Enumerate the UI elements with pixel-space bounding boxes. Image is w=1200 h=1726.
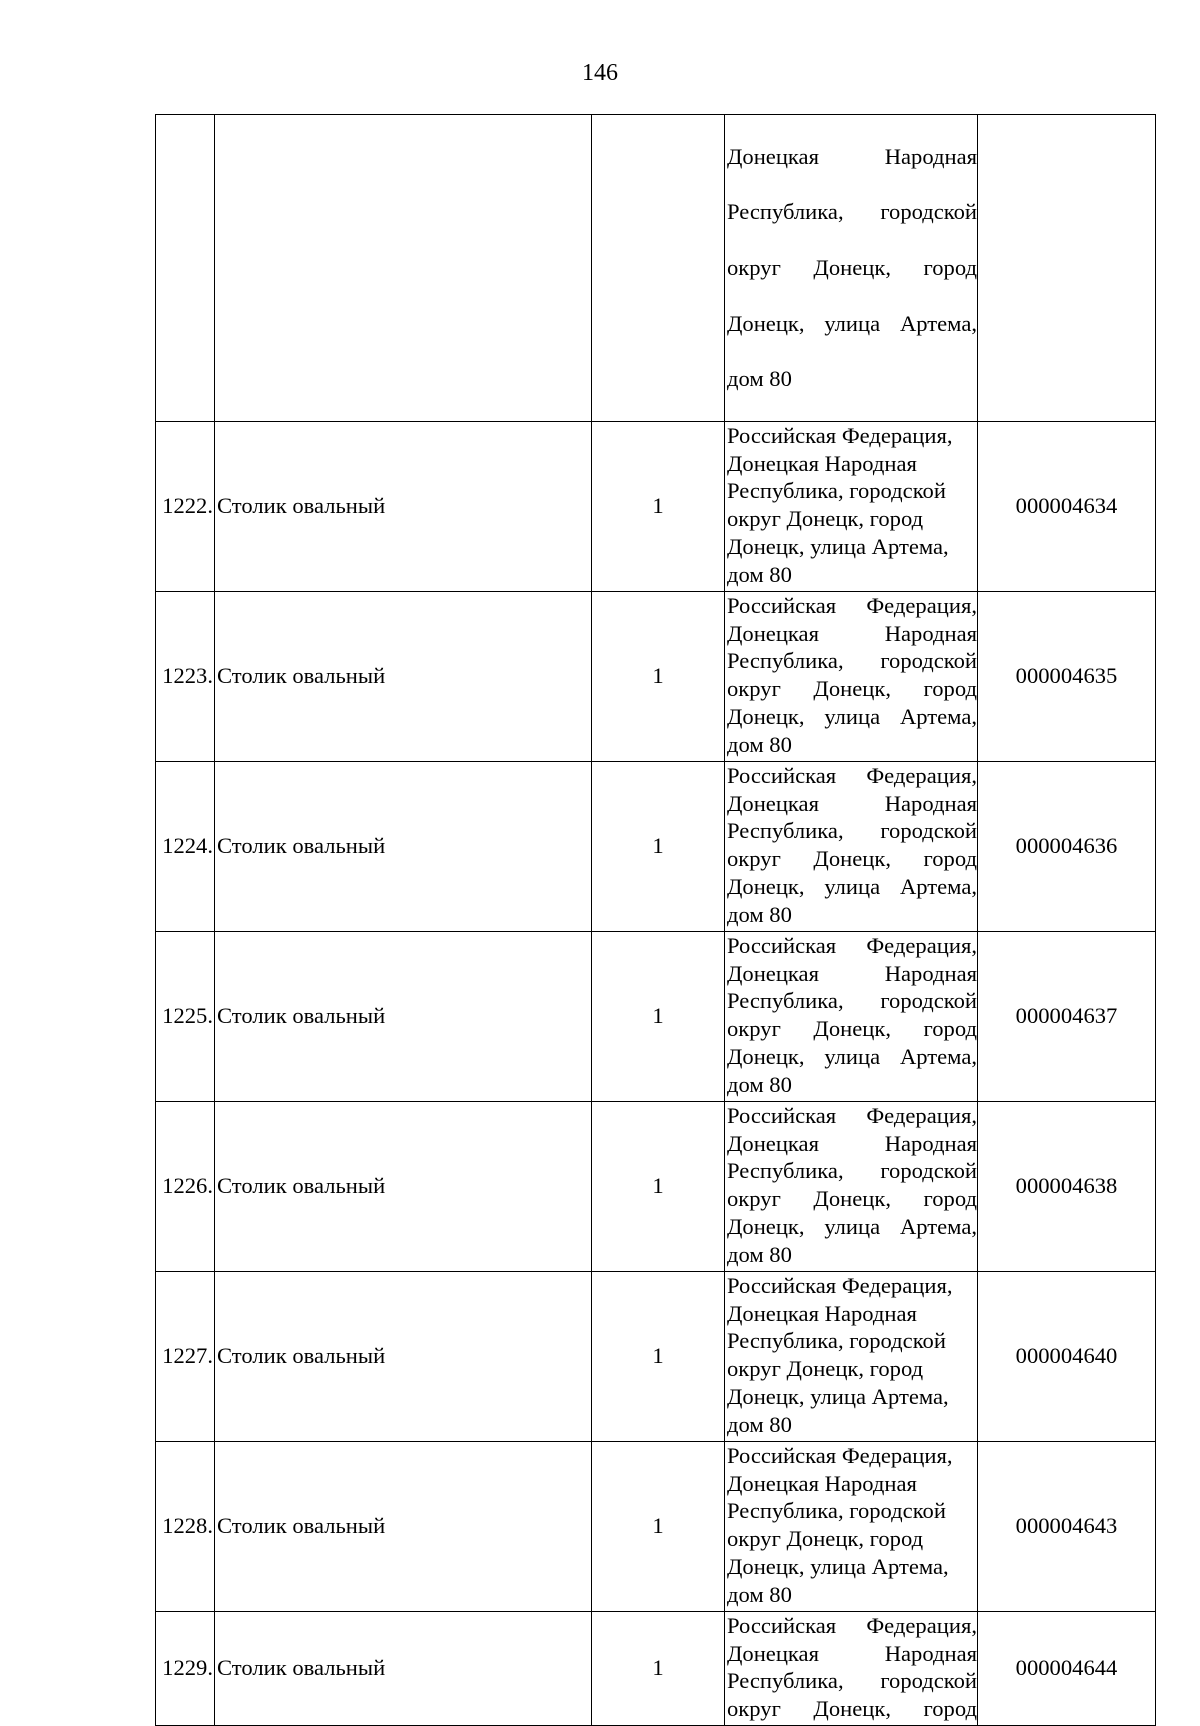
address-line: дом 80 bbox=[727, 366, 792, 392]
address-line: дом 80 bbox=[727, 731, 792, 757]
address-line: Донецк, улица Артема, bbox=[727, 703, 977, 729]
address-line: Российская Федерация, bbox=[727, 932, 977, 958]
address-cell bbox=[725, 591, 978, 761]
address-text bbox=[727, 762, 977, 929]
address-line: округ Донецк, город bbox=[727, 254, 977, 280]
quantity-cell: 1 bbox=[592, 1441, 725, 1611]
address-line: Российская Федерация, bbox=[727, 762, 977, 788]
quantity-cell bbox=[592, 115, 725, 422]
inventory-number-cell bbox=[978, 115, 1156, 422]
address-line: Донецкая Народная bbox=[727, 960, 977, 986]
item-name-cell: Столик овальный bbox=[215, 761, 592, 931]
table-row bbox=[156, 931, 1156, 1101]
inventory-table bbox=[155, 114, 1156, 1726]
address-line: округ Донецк, город bbox=[727, 1016, 977, 1042]
address-line: Донецкая Народная bbox=[727, 620, 977, 646]
address-line: Донецк, улица Артема, bbox=[727, 873, 977, 899]
inventory-number-cell: 000004635 bbox=[978, 591, 1156, 761]
address-line: дом 80 bbox=[727, 1071, 792, 1097]
address-cell bbox=[725, 1101, 978, 1271]
row-number-cell: 1223. bbox=[156, 591, 215, 761]
address-line: Республика, городской bbox=[727, 1328, 946, 1354]
address-line: Донецкая Народная bbox=[727, 1640, 977, 1666]
quantity-cell: 1 bbox=[592, 421, 725, 591]
address-line: округ Донецк, город bbox=[727, 846, 977, 872]
address-line: Российская Федерация, bbox=[727, 1612, 977, 1638]
address-line: Российская Федерация, bbox=[727, 1102, 977, 1128]
address-text bbox=[727, 932, 977, 1099]
address-line: Донецк, улица Артема, bbox=[727, 1553, 949, 1579]
item-name-cell: Столик овальный bbox=[215, 1441, 592, 1611]
address-line: дом 80 bbox=[727, 1411, 792, 1437]
address-line: Донецкая Народная bbox=[727, 790, 977, 816]
address-line: Донецкая Народная bbox=[727, 1300, 917, 1326]
quantity-cell: 1 bbox=[592, 591, 725, 761]
inventory-number-cell: 000004638 bbox=[978, 1101, 1156, 1271]
inventory-number-cell: 000004643 bbox=[978, 1441, 1156, 1611]
row-number-cell: 1228. bbox=[156, 1441, 215, 1611]
address-line: дом 80 bbox=[727, 901, 792, 927]
address-line: Российская Федерация, bbox=[727, 422, 953, 448]
row-number-cell: 1229. bbox=[156, 1611, 215, 1725]
address-line: дом 80 bbox=[727, 1241, 792, 1267]
row-number-cell: 1222. bbox=[156, 421, 215, 591]
address-text bbox=[727, 115, 977, 421]
row-number-cell: 1226. bbox=[156, 1101, 215, 1271]
address-cell bbox=[725, 115, 978, 422]
quantity-cell: 1 bbox=[592, 931, 725, 1101]
address-text bbox=[727, 422, 977, 589]
address-line: Республика, городской bbox=[727, 199, 977, 225]
table-row bbox=[156, 1611, 1156, 1725]
table-row bbox=[156, 421, 1156, 591]
address-line: Республика, городской bbox=[727, 1158, 977, 1184]
address-line: Российская Федерация, bbox=[727, 1442, 953, 1468]
address-text bbox=[727, 1612, 977, 1723]
address-line: дом 80 bbox=[727, 561, 792, 587]
address-line: Республика, городской bbox=[727, 1498, 946, 1524]
item-name-cell: Столик овальный bbox=[215, 591, 592, 761]
item-name-cell bbox=[215, 115, 592, 422]
address-line: Донецкая Народная bbox=[727, 1130, 977, 1156]
row-number-cell: 1227. bbox=[156, 1271, 215, 1441]
quantity-cell: 1 bbox=[592, 1271, 725, 1441]
address-line: Донецкая Народная bbox=[727, 450, 917, 476]
page-number: 146 bbox=[582, 60, 618, 86]
address-line: Республика, городской bbox=[727, 648, 977, 674]
inventory-number-cell: 000004640 bbox=[978, 1271, 1156, 1441]
address-line: Республика, городской bbox=[727, 1668, 977, 1694]
quantity-cell: 1 bbox=[592, 1101, 725, 1271]
address-line: Донецкая Народная bbox=[727, 1470, 917, 1496]
address-text bbox=[727, 592, 977, 759]
item-name-cell: Столик овальный bbox=[215, 1611, 592, 1725]
address-text bbox=[727, 1102, 977, 1269]
address-line: округ Донецк, город bbox=[727, 506, 924, 532]
address-line: округ Донецк, город bbox=[727, 1526, 924, 1552]
table-row bbox=[156, 1101, 1156, 1271]
item-name-cell: Столик овальный bbox=[215, 421, 592, 591]
table-row-continuation bbox=[156, 115, 1156, 422]
item-name-cell: Столик овальный bbox=[215, 931, 592, 1101]
table-row bbox=[156, 1271, 1156, 1441]
address-cell bbox=[725, 1441, 978, 1611]
address-line: Российская Федерация, bbox=[727, 592, 977, 618]
address-line: Республика, городской bbox=[727, 478, 946, 504]
address-line: Донецк, улица Артема, bbox=[727, 1043, 977, 1069]
address-text bbox=[727, 1272, 977, 1439]
address-line: Республика, городской bbox=[727, 988, 977, 1014]
row-number-cell bbox=[156, 115, 215, 422]
address-line: Донецк, улица Артема, bbox=[727, 533, 949, 559]
item-name-cell: Столик овальный bbox=[215, 1101, 592, 1271]
inventory-table-body bbox=[156, 115, 1156, 1726]
address-line: Республика, городской bbox=[727, 818, 977, 844]
inventory-number-cell: 000004634 bbox=[978, 421, 1156, 591]
table-row bbox=[156, 591, 1156, 761]
inventory-number-cell: 000004636 bbox=[978, 761, 1156, 931]
address-line: округ Донецк, город bbox=[727, 1356, 924, 1382]
inventory-number-cell: 000004644 bbox=[978, 1611, 1156, 1725]
table-row bbox=[156, 1441, 1156, 1611]
table-row bbox=[156, 761, 1156, 931]
row-number-cell: 1225. bbox=[156, 931, 215, 1101]
address-cell bbox=[725, 421, 978, 591]
item-name-cell: Столик овальный bbox=[215, 1271, 592, 1441]
address-line: Донецк, улица Артема, bbox=[727, 310, 977, 336]
inventory-number-cell: 000004637 bbox=[978, 931, 1156, 1101]
address-line: Донецк, улица Артема, bbox=[727, 1383, 949, 1409]
address-line: округ Донецк, город bbox=[727, 676, 977, 702]
address-text bbox=[727, 1442, 977, 1609]
address-line: округ Донецк, город bbox=[727, 1696, 977, 1722]
address-line: округ Донецк, город bbox=[727, 1186, 977, 1212]
address-cell bbox=[725, 1271, 978, 1441]
address-line: Российская Федерация, bbox=[727, 1272, 953, 1298]
address-cell bbox=[725, 1611, 978, 1725]
address-line: Донецкая Народная bbox=[727, 143, 977, 169]
row-number-cell: 1224. bbox=[156, 761, 215, 931]
quantity-cell: 1 bbox=[592, 761, 725, 931]
address-line: Донецк, улица Артема, bbox=[727, 1213, 977, 1239]
address-cell bbox=[725, 761, 978, 931]
quantity-cell: 1 bbox=[592, 1611, 725, 1725]
address-cell bbox=[725, 931, 978, 1101]
address-line: дом 80 bbox=[727, 1581, 792, 1607]
